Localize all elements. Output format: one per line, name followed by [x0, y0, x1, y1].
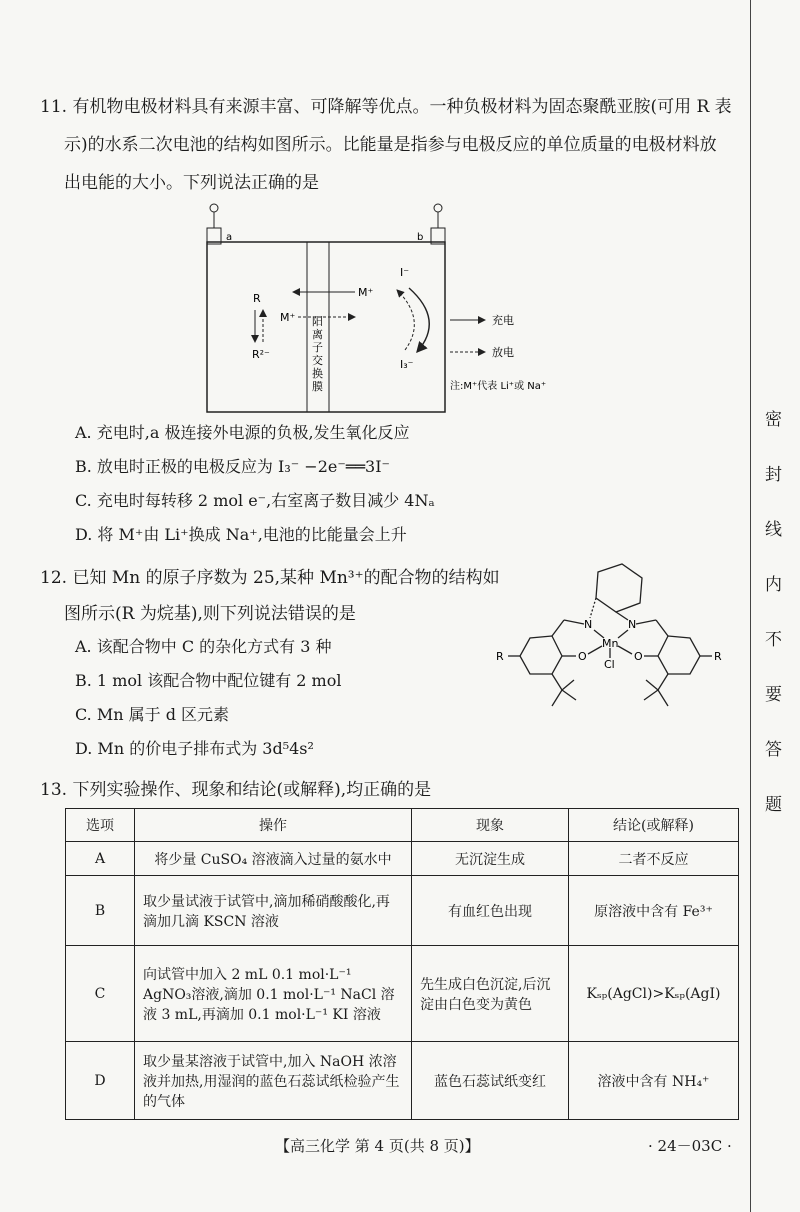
svg-text:交: 交 [312, 354, 323, 367]
table-row [66, 946, 739, 1042]
header-phenomenon: 现象 [412, 809, 569, 842]
cell-phenomenon: 有血红色出现 [412, 876, 569, 946]
q12-option-c: C. Mn 属于 d 区元素 [75, 705, 230, 724]
cell-phenomenon: 无沉淀生成 [412, 842, 569, 876]
cell-operation: 取少量试液于试管中,滴加稀硝酸酸化,再滴加几滴 KSCN 溶液 [135, 876, 412, 946]
header-conclusion: 结论(或解释) [569, 809, 739, 842]
seal-char: 答 [765, 740, 782, 760]
cell-option: C [66, 946, 135, 1042]
cell-conclusion: 二者不反应 [569, 842, 739, 876]
atom-N-right: N [628, 618, 637, 631]
cell-conclusion: 原溶液中含有 Fe³⁺ [569, 876, 739, 946]
ion-M-top: M⁺ [358, 286, 374, 299]
atom-Mn: Mn [602, 637, 619, 650]
cell-option: B [66, 876, 135, 946]
species-R: R [253, 292, 261, 305]
electrode-b-label: b [417, 232, 424, 243]
q11-stem-line1: 11. 有机物电极材料具有来源丰富、可降解等优点。一种负极材料为固态聚酰亚胺(可用 R 表 [40, 97, 732, 117]
cell-option: D [66, 1042, 135, 1120]
q11-stem-line2: 示)的水系二次电池的结构如图所示。比能量是指参与电极反应的单位质量的电极材料放 [64, 135, 717, 155]
battery-diagram [195, 200, 595, 415]
header-option: 选项 [66, 809, 135, 842]
cell-operation: 将少量 CuSO₄ 溶液滴入过量的氨水中 [135, 842, 412, 876]
experiment-table [65, 808, 739, 1120]
q11-stem-line3: 出电能的大小。下列说法正确的是 [64, 173, 319, 193]
mn-complex-structure [490, 558, 740, 718]
arrow-I-discharge [397, 290, 414, 350]
cell-conclusion: Kₛₚ(AgCl)>Kₛₚ(AgI) [569, 946, 739, 1042]
table-header-row [66, 809, 739, 842]
seal-char: 密 [765, 410, 782, 430]
svg-text:膜: 膜 [312, 380, 323, 393]
cell-option: A [66, 842, 135, 876]
svg-text:子: 子 [312, 341, 323, 354]
page-footer-code: · 24－03C · [648, 1137, 732, 1155]
q12-stem-line2: 图所示(R 为烷基),则下列说法错误的是 [64, 604, 356, 624]
species-I3: I₃⁻ [400, 358, 414, 371]
arrow-I-charge [409, 288, 429, 352]
q11-option-d: D. 将 M⁺由 Li⁺换成 Na⁺,电池的比能量会上升 [75, 525, 407, 544]
table-row [66, 876, 739, 946]
seal-char: 题 [765, 795, 782, 815]
membrane-label [312, 315, 323, 393]
cell-phenomenon: 先生成白色沉淀,后沉淀由白色变为黄色 [412, 946, 569, 1042]
q11-option-c: C. 充电时每转移 2 mol e⁻,右室离子数目减少 4Nₐ [75, 491, 435, 510]
svg-text:阳: 阳 [312, 315, 323, 328]
q12-stem-line1: 12. 已知 Mn 的原子序数为 25,某种 Mn³⁺的配合物的结构如 [40, 568, 500, 588]
legend-discharge-label: 放电 [492, 346, 514, 359]
group-R-left: R [496, 650, 504, 663]
seal-char: 内 [765, 575, 782, 595]
q12-option-a: A. 该配合物中 C 的杂化方式有 3 种 [75, 637, 332, 656]
cell-container [207, 242, 445, 412]
svg-text:离: 离 [312, 328, 323, 341]
diagram-note: 注:M⁺代表 Li⁺或 Na⁺ [450, 381, 547, 392]
atom-Cl: Cl [604, 658, 615, 671]
seal-char: 要 [765, 685, 782, 705]
ion-M-mid: M⁺ [280, 311, 296, 324]
q11-option-a: A. 充电时,a 极连接外电源的负极,发生氧化反应 [75, 423, 410, 442]
group-R-right: R [714, 650, 722, 663]
q12-option-b: B. 1 mol 该配合物中配位键有 2 mol [75, 671, 342, 690]
header-operation: 操作 [135, 809, 412, 842]
atom-O-left: O [578, 650, 587, 663]
q11-option-b: B. 放电时正极的电极反应为 I₃⁻ −2e⁻══3I⁻ [75, 457, 390, 476]
cell-operation: 取少量某溶液于试管中,加入 NaOH 浓溶液并加热,用湿润的蓝色石蕊试纸检验产生的气体 [135, 1042, 412, 1120]
seal-char: 封 [765, 465, 782, 485]
page-footer-title: 【高三化学 第 4 页(共 8 页)】 [275, 1137, 480, 1155]
cell-conclusion: 溶液中含有 NH₄⁺ [569, 1042, 739, 1120]
species-R2: R²⁻ [252, 348, 270, 361]
cell-operation: 向试管中加入 2 mL 0.1 mol·L⁻¹ AgNO₃溶液,滴加 0.1 mol·L⁻¹ NaCl 溶液 3 mL,再滴加 0.1 mol·L⁻¹ KI 溶液 [135, 946, 412, 1042]
seal-line-margin [750, 0, 800, 1212]
table-row [66, 1042, 739, 1120]
seal-char: 线 [765, 520, 782, 540]
table-row [66, 842, 739, 876]
atom-O-right: O [634, 650, 643, 663]
seal-char: 不 [765, 630, 782, 650]
legend-charge-label: 充电 [492, 314, 514, 327]
species-I: I⁻ [400, 266, 410, 279]
cell-phenomenon: 蓝色石蕊试纸变红 [412, 1042, 569, 1120]
q13-stem: 13. 下列实验操作、现象和结论(或解释),均正确的是 [40, 780, 432, 800]
atom-N-left: N [584, 618, 593, 631]
svg-text:换: 换 [312, 367, 323, 380]
electrode-a-label: a [226, 232, 233, 243]
q12-option-d: D. Mn 的价电子排布式为 3d⁵4s² [75, 739, 314, 758]
